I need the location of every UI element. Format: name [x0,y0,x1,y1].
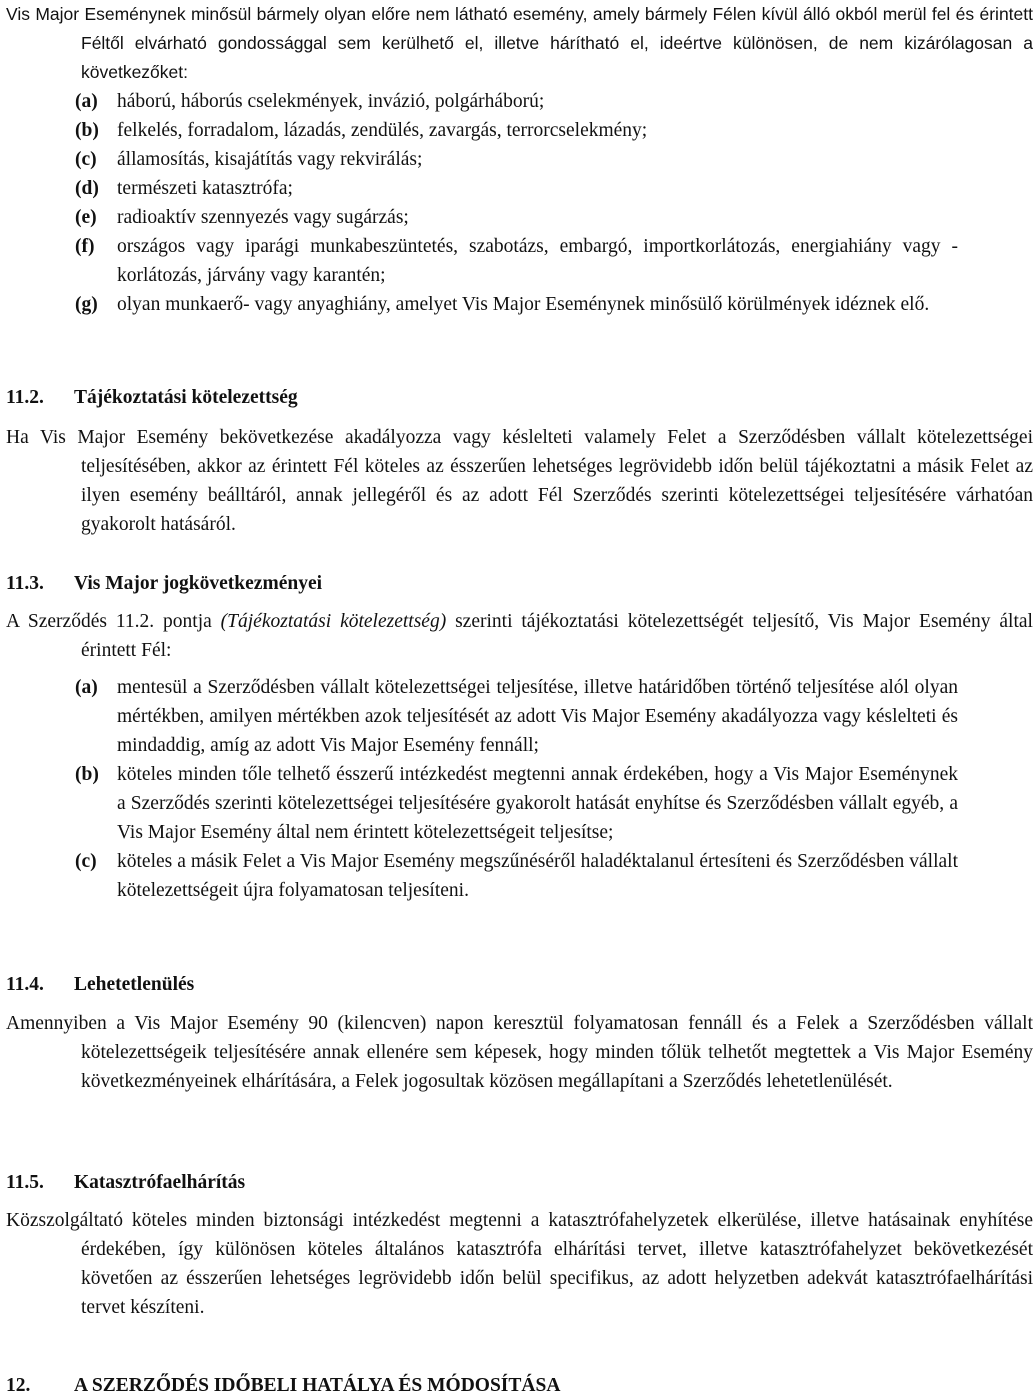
list-item-label: (c) [75,851,97,872]
list-item-text: radioaktív szennyezés vagy sugárzás; [117,207,409,228]
section-number: 11.5. [6,1172,44,1193]
list-item-label: (c) [75,149,97,170]
section-number: 11.3. [6,573,44,594]
section-paragraph-11-2: Ha Vis Major Esemény bekövetkezése akadályozza vagy késlelteti valamely Felet a Szerződésben vállalt kötelezettségei teljesítésében, akkor az érintett Fél köteles az ésszerűen lehetséges legrövidebb időn belül tájékoztatni a másik Felet az ilyen esemény beálltáról, annak jellegéről és az adott Fél Szerződés szerinti kötelezettségei teljesítésére várhatóan gyakorolt hatásáról. [6,427,1033,535]
list-item-text: felkelés, forradalom, lázadás, zendülés, zavargás, terrorcselekmény; [117,120,648,141]
list-item [0,174,960,203]
section-heading-11-2 [6,383,298,412]
list-item-text: köteles minden tőle telhető ésszerű intézkedést megtenni annak érdekében, hogy a Vis Major Eseménynek a Szerződés szerinti kötelezettségei teljesítésére gyakorolt hatását enyhítse és Szerződésben vállalt egyéb, a Vis Major Esemény által nem érintett kötelezettségeit teljesítse; [117,764,958,843]
list-item [0,87,960,116]
list-item [0,847,960,905]
list-item-text: köteles a másik Felet a Vis Major Esemény megszűnéséről haladéktalanul értesíteni és Szerződésben vállalt kötelezettségeit újra folyamatosan teljesíteni. [117,851,958,901]
force-majeure-list [0,87,960,319]
section-title: Katasztrófaelhárítás [74,1172,246,1193]
list-item-text: mentesül a Szerződésben vállalt kötelezettségei teljesítése, illetve határidőben történő teljesítése alól olyan mértékben, amilyen mértékben azok teljesítését az adott Vis Major Esemény akadályozza vagy késlelteti és mindaddig, amíg az adott Vis Major Esemény fennáll; [117,677,958,756]
list-item [0,203,960,232]
section-title: Tájékoztatási kötelezettség [74,387,298,408]
list-item [0,232,960,290]
list-item-label: (g) [75,294,98,315]
list-item-text: országos vagy iparági munkabeszüntetés, szabotázs, embargó, importkorlátozás, energiahiány vagy -korlátozás, járvány vagy karantén; [117,236,958,286]
section-heading-11-3 [6,569,322,598]
list-item-text: államosítás, kisajátítás vagy rekvirálás; [117,149,423,170]
section-paragraph-11-3 [6,607,1033,665]
list-item-text: olyan munkaerő- vagy anyaghiány, amelyet Vis Major Eseménynek minősülő körülmények idéznek elő. [117,294,930,315]
list-item-label: (f) [75,236,95,257]
list-item-label: (e) [75,207,97,228]
chapter-title: A SZERZŐDÉS IDŐBELI HATÁLYA ÉS MÓDOSÍTÁSA [74,1375,561,1396]
chapter-heading-12 [6,1371,560,1400]
list-item-label: (b) [75,764,99,785]
list-item-label: (a) [75,677,98,698]
list-item [0,290,960,319]
list-item [0,145,960,174]
section-paragraph-11-4: Amennyiben a Vis Major Esemény 90 (kilencven) napon keresztül folyamatosan fennáll és a Felek a Szerződésben vállalt kötelezettségeik teljesítésére annak ellenére sem képesek, hogy minden tőlük telhetőt megtettek a Vis Major Esemény következményeinek elhárítására, a Felek jogosultak közösen megállapítani a Szerződés lehetetlenülését. [6,1013,1033,1092]
list-item [0,116,960,145]
section-number: 11.2. [6,387,44,408]
list-item-label: (d) [75,178,99,199]
section-heading-11-5 [6,1168,245,1197]
list-item [0,760,960,847]
list-item-label: (a) [75,91,98,112]
section-number: 11.4. [6,974,44,995]
intro-paragraph: Vis Major Eseménynek minősül bármely olyan előre nem látható esemény, amely bármely Félen kívül álló okból merül fel és érintett Féltől elvárható gondossággal sem kerülhető el, illetve hárítható el, ideértve különösen, de nem kizárólagosan a következőket: [6,4,1033,82]
list-item-label: (b) [75,120,99,141]
list-item [0,673,960,760]
paragraph-text: A Szerződés 11.2. pontja [6,611,221,632]
list-item-text: háború, háborús cselekmények, invázió, polgárháború; [117,91,545,112]
cross-reference: (Tájékoztatási kötelezettség) [220,611,447,632]
section-paragraph-11-5: Közszolgáltató köteles minden biztonsági intézkedést megtenni a katasztrófahelyzetek elkerülése, illetve hatásainak enyhítése érdekében, így különösen köteles általános katasztrófa elhárítási tervet, illetve katasztrófahelyzet bekövetkezését követően az ésszerűen lehetséges legrövidebb időn belül specifikus, az adott helyzetben adekvát katasztrófaelhárítási tervet készíteni. [6,1210,1033,1318]
consequences-list [0,673,960,905]
chapter-number: 12. [6,1375,31,1396]
section-title: Lehetetlenülés [74,974,195,995]
list-item-text: természeti katasztrófa; [117,178,293,199]
paragraph-text: szerinti tájékoztatási kötelezettségét teljesítő, Vis Major Esemény által érintett Fél: [81,611,1033,661]
section-title: Vis Major jogkövetkezményei [74,573,323,594]
section-heading-11-4 [6,970,194,999]
